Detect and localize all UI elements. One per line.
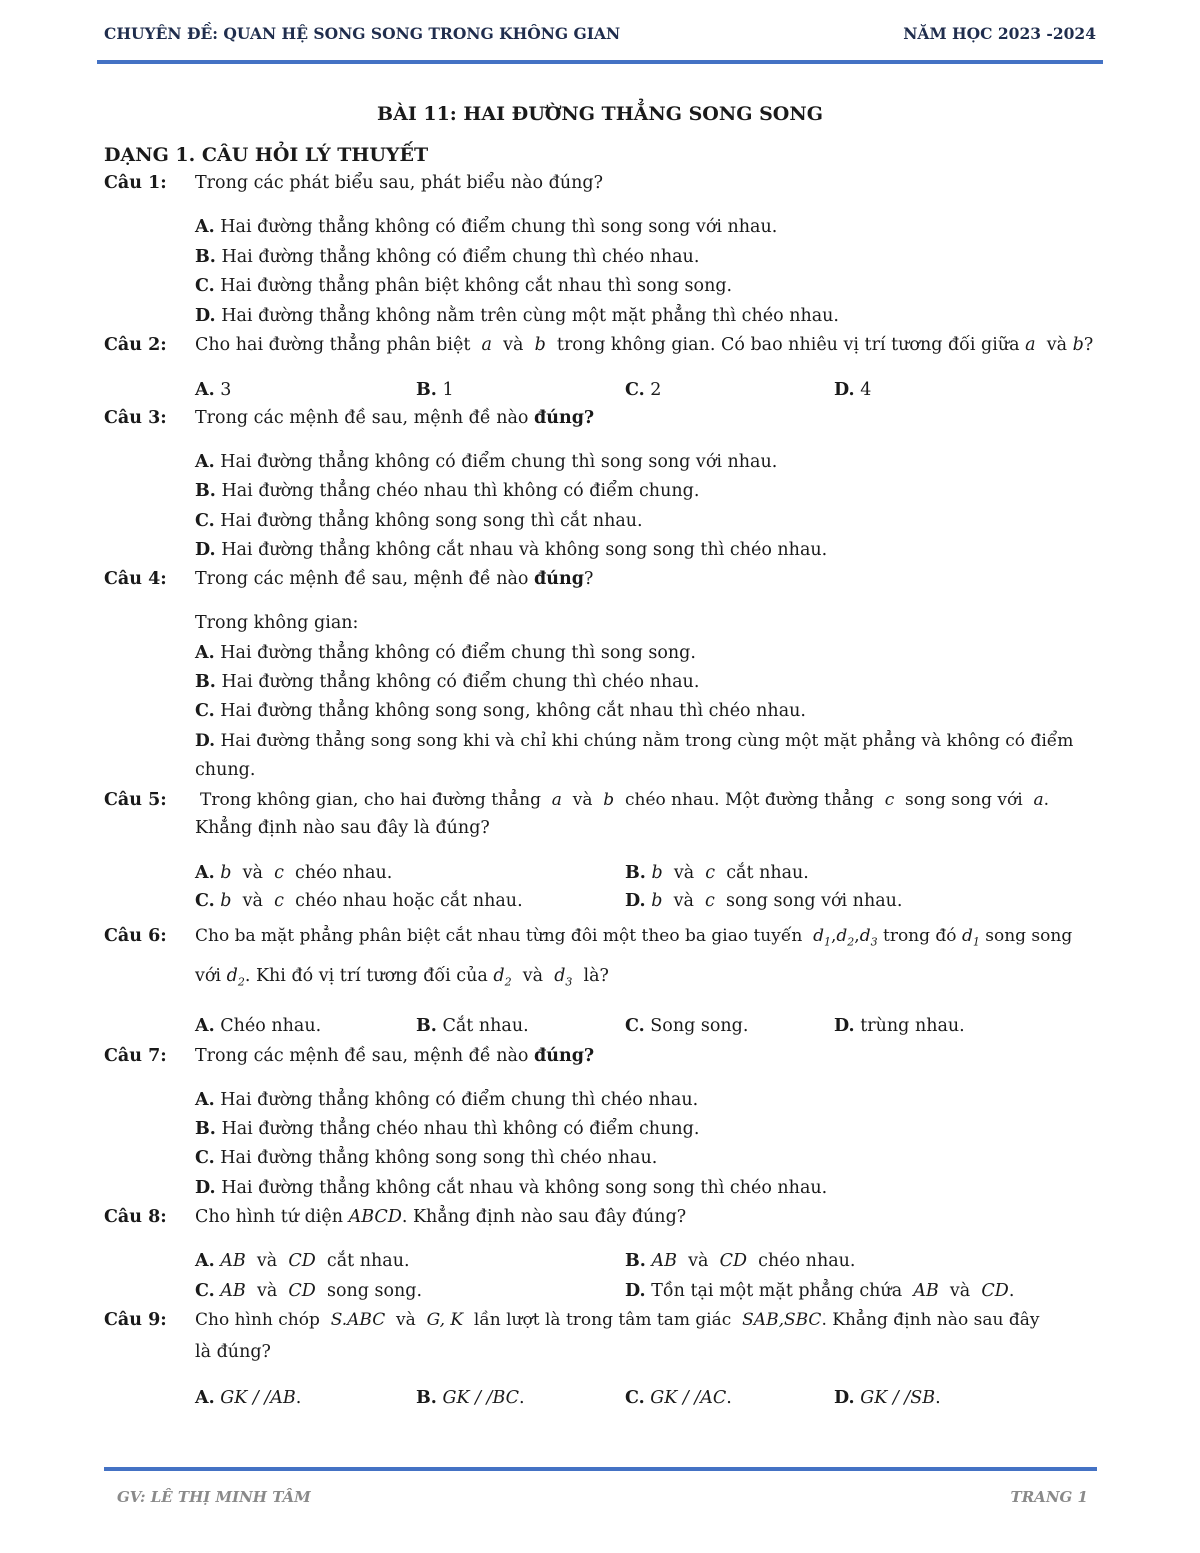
option-c: C. Hai đường thẳng không song song, không cắt nhau thì chéo nhau.	[195, 701, 806, 721]
option-a: A. Hai đường thẳng không có điểm chung thì chéo nhau.	[195, 1090, 699, 1110]
option-c: C. GK / /AC.	[625, 1388, 732, 1408]
option-a: A. Hai đường thẳng không có điểm chung thì song song với nhau.	[195, 452, 778, 472]
question-stem: Cho hình tứ diện ABCD. Khẳng định nào sau đây đúng?	[195, 1207, 687, 1227]
question-stem: Trong các mệnh đề sau, mệnh đề nào đúng?	[195, 1046, 595, 1066]
question-label: Câu 5:	[104, 790, 167, 810]
option-d: D. trùng nhau.	[834, 1016, 965, 1036]
option-b: B. 1	[416, 380, 454, 400]
question-stem: Cho hai đường thẳng phân biệt a và b trong không gian. Có bao nhiêu vị trí tương đối giữa a và b?	[195, 335, 1094, 355]
question-stem: Trong các phát biểu sau, phát biểu nào đúng?	[195, 173, 603, 193]
option-b: B. Hai đường thẳng không có điểm chung thì chéo nhau.	[195, 672, 700, 692]
question-intro: Trong không gian:	[195, 613, 359, 633]
question-stem: Trong các mệnh đề sau, mệnh đề nào đúng?	[195, 408, 595, 428]
question-label: Câu 4:	[104, 569, 167, 589]
option-b: B. Cắt nhau.	[416, 1016, 529, 1036]
option-d: D. Hai đường thẳng không cắt nhau và không song song thì chéo nhau.	[195, 1178, 828, 1198]
question-stem: Trong không gian, cho hai đường thẳng a và b chéo nhau. Một đường thẳng c song song với a.	[200, 790, 1050, 810]
question-stem: Cho ba mặt phẳng phân biệt cắt nhau từng đôi một theo ba giao tuyến $d_1,d_2,d_3$ trong đó $d_1$ song song	[195, 926, 1073, 949]
question-label: Câu 7:	[104, 1046, 167, 1066]
page-number: TRANG 1	[1010, 1488, 1088, 1506]
footer-teacher: GV: LÊ THỊ MINH TÂM	[117, 1488, 311, 1506]
option-d: D. Tồn tại một mặt phẳng chứa AB và CD.	[625, 1281, 1015, 1301]
option-c: C. Hai đường thẳng không song song thì cắt nhau.	[195, 511, 643, 531]
lesson-title: BÀI 11: HAI ĐƯỜNG THẲNG SONG SONG	[377, 103, 823, 125]
section-heading: DẠNG 1. CÂU HỎI LÝ THUYẾT	[104, 144, 429, 166]
option-a: A. AB và CD cắt nhau.	[195, 1251, 410, 1271]
option-c: C. Hai đường thẳng không song song thì chéo nhau.	[195, 1148, 658, 1168]
option-c: C. Song song.	[625, 1016, 749, 1036]
question-label: Câu 9:	[104, 1310, 167, 1330]
option-d: D. 4	[834, 380, 872, 400]
page-header	[104, 24, 1096, 46]
option-c: C. AB và CD song song.	[195, 1281, 423, 1301]
option-d: D. Hai đường thẳng không nằm trên cùng một mặt phẳng thì chéo nhau.	[195, 306, 839, 326]
option-a: A. Chéo nhau.	[195, 1016, 322, 1036]
header-topic: CHUYÊN ĐỀ: QUAN HỆ SONG SONG TRONG KHÔNG GIAN	[104, 24, 621, 43]
page-footer	[117, 1488, 1088, 1510]
option-b: B. b và c cắt nhau.	[625, 863, 809, 883]
option-c: C. b và c chéo nhau hoặc cắt nhau.	[195, 891, 523, 911]
option-d: D. b và c song song với nhau.	[625, 891, 903, 911]
option-b: B. AB và CD chéo nhau.	[625, 1251, 856, 1271]
option-d-continued: chung.	[195, 760, 256, 780]
option-a: A. Hai đường thẳng không có điểm chung thì song song.	[195, 643, 696, 663]
question-stem: Cho hình chóp S.ABC và G, K lần lượt là trong tâm tam giác SAB,SBC. Khẳng định nào sau đây	[195, 1310, 1040, 1330]
option-b: B. Hai đường thẳng chéo nhau thì không có điểm chung.	[195, 481, 700, 501]
question-stem-continued: Khẳng định nào sau đây là đúng?	[195, 818, 490, 838]
option-b: B. Hai đường thẳng chéo nhau thì không có điểm chung.	[195, 1119, 700, 1139]
question-label: Câu 1:	[104, 173, 167, 193]
question-label: Câu 8:	[104, 1207, 167, 1227]
option-a: A. GK / /AB.	[195, 1388, 302, 1408]
option-b: B. Hai đường thẳng không có điểm chung thì chéo nhau.	[195, 247, 700, 267]
footer-divider	[104, 1467, 1097, 1471]
question-stem-continued: với $d_2$. Khi đó vị trí tương đối của $d_2$ và $d_3$ là?	[195, 966, 609, 989]
option-d: D. Hai đường thẳng không cắt nhau và không song song thì chéo nhau.	[195, 540, 828, 560]
question-label: Câu 2:	[104, 335, 167, 355]
option-d: D. GK / /SB.	[834, 1388, 941, 1408]
option-a: A. Hai đường thẳng không có điểm chung thì song song với nhau.	[195, 217, 778, 237]
question-stem: Trong các mệnh đề sau, mệnh đề nào đúng?	[195, 569, 594, 589]
question-label: Câu 3:	[104, 408, 167, 428]
question-stem-continued: là đúng?	[195, 1342, 271, 1362]
option-d: D. Hai đường thẳng song song khi và chỉ khi chúng nằm trong cùng một mặt phẳng và không có điểm	[195, 731, 1074, 751]
option-c: C. Hai đường thẳng phân biệt không cắt nhau thì song song.	[195, 276, 733, 296]
option-a: A. 3	[195, 380, 232, 400]
header-divider	[97, 60, 1103, 64]
header-school-year: NĂM HỌC 2023 -2024	[903, 24, 1096, 43]
option-b: B. GK / /BC.	[416, 1388, 525, 1408]
question-label: Câu 6:	[104, 926, 167, 946]
option-a: A. b và c chéo nhau.	[195, 863, 393, 883]
option-c: C. 2	[625, 380, 662, 400]
